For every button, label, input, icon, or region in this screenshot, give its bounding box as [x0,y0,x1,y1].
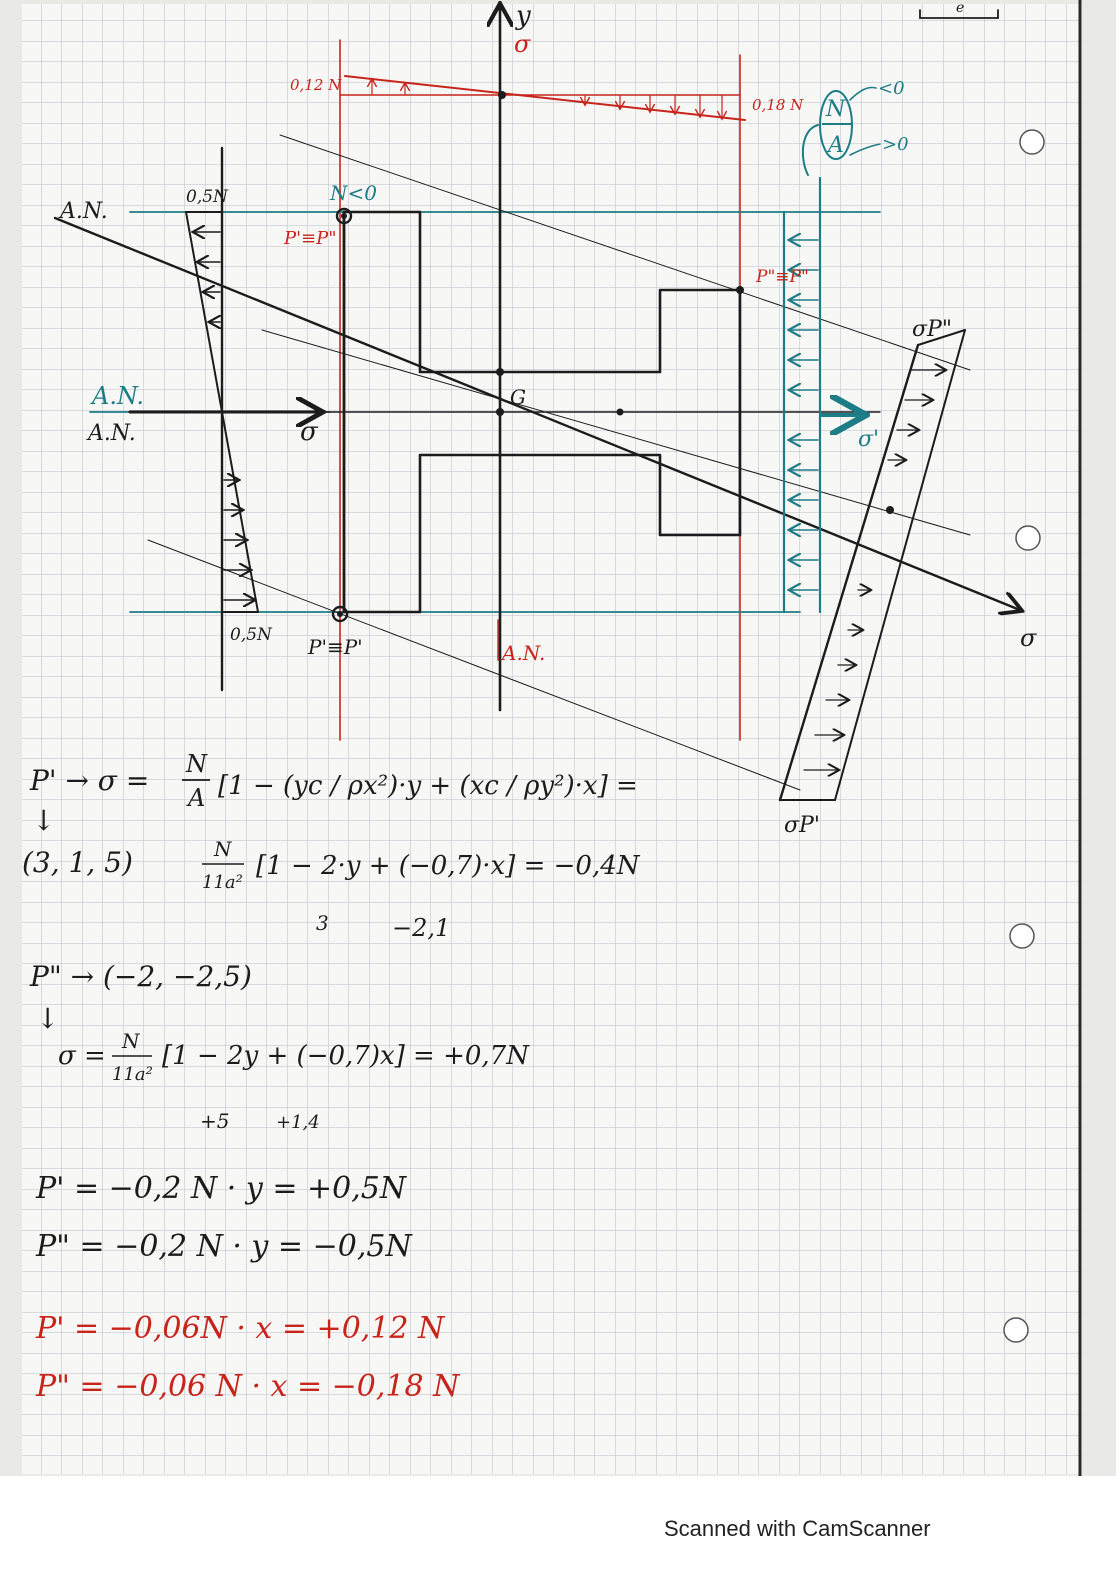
sigma-right-label: σ' [858,427,880,452]
f2-lhs: σ = [58,1041,106,1071]
sigma-axis-end-label: σ [1020,624,1037,652]
sigma-p1-label: σP' [784,813,820,838]
lt0-label: <0 [878,78,905,99]
axis-y-label: y [516,1,531,31]
point-p1-top-fill [341,213,347,219]
f1-arrow-down: ↓ [32,804,56,837]
point-g2 [496,408,504,416]
g-label: G [510,385,526,409]
point-p1-bottom-fill [337,611,343,617]
left-top-value: 0,5N [186,187,228,207]
f1-a: A [188,784,206,812]
f1-line2-n: N [214,837,232,861]
result-line-4: P" = −0,06 N · x = −0,18 N [36,1369,460,1404]
sigma-left-label: σ [300,417,318,447]
binder-hole [1004,1318,1028,1342]
f2-n: N [122,1029,140,1053]
red-left-value: 0,12 N [290,76,342,94]
point-intersection [886,506,894,514]
f2-sub-y: +5 [200,1109,230,1133]
an-red-label: A.N. [502,641,546,665]
result-line-2: P" = −0,2 N · y = −0,5N [36,1229,412,1264]
f1-point: (3, 1, 5) [22,846,133,879]
f1-lhs: P' → σ = [30,764,150,797]
result-line-3: P' = −0,06N · x = +0,12 N [36,1311,445,1346]
p2-right-label: P"≡P" [756,267,809,287]
n-frac-top: N [826,97,846,122]
scale-mark-label: e [956,0,965,16]
p1-bottom-label: P'≡P' [308,635,363,659]
red-right-value: 0,18 N [752,96,804,114]
f1-n: N [186,750,207,778]
sigma-p2-label: σP" [912,317,952,342]
n-lt0-label: N<0 [330,181,377,205]
f2-bracket: [1 − 2y + (−0,7)x] = +0,7N [162,1041,529,1071]
f1-bracket: [1 − (yc / ρx²)·y + (xc / ρy²)·x] = [218,771,638,801]
axis-y-sigma-label: σ [514,30,531,58]
f1-sub-y: 3 [316,911,329,935]
point-an-axis [617,409,624,416]
f2-den: 11a² [112,1064,153,1085]
scanner-footer: Scanned with CamScanner [664,1516,931,1541]
point-red [498,91,506,99]
an-black-label: A.N. [88,421,136,446]
f2-arrow-down: ↓ [36,1002,60,1035]
point-p2 [736,286,744,294]
f1-line2-den: 11a² [202,872,243,893]
left-bottom-value: 0,5N [230,625,272,645]
n-frac-bottom: A [828,133,844,158]
f2-sub-x: +1,4 [276,1112,320,1133]
f2-head: P" → (−2, −2,5) [30,960,252,993]
f1-sub-x: −2,1 [392,914,451,942]
page-below [0,1476,1116,1579]
binder-hole [1010,924,1034,948]
binder-hole [1020,130,1044,154]
f1-line2: [1 − 2·y + (−0,7)·x] = −0,4N [256,851,640,881]
binder-hole [1016,526,1040,550]
point-g [496,368,504,376]
p1-top-label: P'≡P" [284,228,337,249]
an-blue-label: A.N. [92,382,145,410]
an-upper-left-label: A.N. [60,199,108,224]
result-line-1: P' = −0,2 N · y = +0,5N [36,1171,407,1206]
gt0-label: >0 [882,134,909,155]
